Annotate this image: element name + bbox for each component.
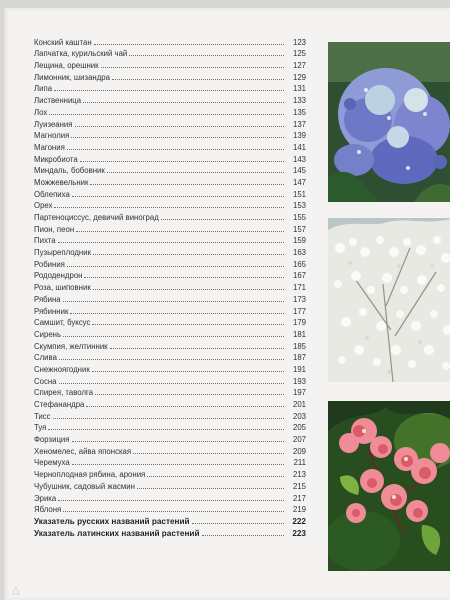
toc-entry (34, 491, 306, 503)
toc-page-number: 213 (292, 470, 306, 480)
toc-entry (34, 58, 306, 70)
toc-page-number: 143 (292, 154, 306, 164)
toc-entry (34, 397, 306, 409)
toc-title: Рябина (34, 294, 61, 304)
toc-title: Рододендрон (34, 271, 83, 281)
dot-leader (101, 67, 284, 68)
white-blossom-photo (328, 218, 450, 382)
toc-entry (34, 199, 306, 211)
toc-entry (34, 421, 306, 433)
toc-title: Стефанандра (34, 400, 85, 409)
toc-page-number: 173 (292, 294, 306, 304)
toc-entry (34, 432, 306, 444)
dot-leader (76, 231, 284, 232)
toc-page-number: 207 (292, 435, 306, 445)
toc-entry (34, 280, 306, 292)
apple-blossom-photo (328, 401, 450, 571)
table-of-contents (34, 35, 306, 538)
toc-title: Черноплодная рябина, арония (34, 470, 146, 480)
toc-title: Снежноягодник (34, 364, 90, 374)
toc-entry (34, 117, 306, 129)
toc-page-number: 139 (292, 131, 306, 141)
toc-page-number: 137 (292, 119, 306, 129)
dot-leader (192, 523, 284, 524)
toc-page-number: 203 (292, 411, 306, 421)
toc-page-number: 215 (292, 481, 306, 491)
toc-page-number: 155 (292, 213, 306, 222)
toc-page-number: 179 (292, 318, 306, 328)
toc-title: Форзиция (34, 435, 70, 445)
toc-title: Роза, шиповник (34, 283, 91, 293)
toc-page-number: 123 (292, 37, 306, 47)
toc-page-number: 131 (292, 84, 306, 94)
toc-title: Пузыреплодник (34, 248, 91, 258)
toc-entry (34, 386, 306, 398)
toc-page-number: 125 (292, 49, 306, 59)
toc-title: Магония (34, 142, 65, 152)
dot-leader (59, 383, 284, 384)
toc-entry (34, 245, 306, 257)
toc-entry (34, 362, 306, 374)
toc-title: Лох (34, 107, 48, 117)
dot-leader (110, 348, 284, 349)
toc-entry (34, 140, 306, 152)
toc-entry (34, 444, 306, 456)
dot-leader (95, 394, 284, 395)
toc-entry (34, 93, 306, 105)
toc-page-number: 217 (292, 493, 306, 503)
dot-leader (137, 488, 284, 489)
dot-leader (59, 359, 284, 360)
dot-leader (161, 219, 284, 220)
dot-leader (63, 336, 284, 337)
toc-title: Лещина, орешник (34, 61, 99, 71)
toc-title: Луизеания (34, 119, 73, 129)
dot-leader (80, 161, 284, 162)
toc-entry (34, 479, 306, 491)
toc-page-number: 147 (292, 177, 306, 187)
toc-page-number: 187 (292, 353, 306, 363)
toc-page-number: 129 (292, 72, 306, 82)
toc-page-number: 145 (292, 166, 306, 176)
toc-page-number: 153 (292, 201, 306, 211)
toc-title: Туя (34, 423, 47, 433)
dot-leader (72, 196, 284, 197)
toc-page-number: 141 (292, 142, 306, 152)
toc-entry (34, 409, 306, 421)
dot-leader (53, 418, 284, 419)
toc-title: Самшит, буксус (34, 318, 91, 328)
toc-title: Хеномелес, айва японская (34, 446, 132, 456)
dot-leader (75, 126, 284, 127)
toc-title: Лимонник, шизандра (34, 72, 110, 82)
toc-entry (34, 47, 306, 59)
dot-leader (63, 301, 284, 302)
toc-entry (34, 257, 306, 269)
toc-title: Сирень (34, 329, 62, 339)
toc-title: Облепиха (34, 189, 70, 199)
toc-entry (34, 467, 306, 479)
toc-page-number: 185 (292, 341, 306, 351)
dot-leader (112, 79, 284, 80)
dot-leader (67, 149, 284, 150)
toc-title: Указатель латинских названий растений (34, 528, 200, 538)
toc-page-number: 223 (292, 528, 306, 538)
toc-title: Лиственница (34, 96, 82, 106)
toc-entry (34, 234, 306, 246)
dot-leader (54, 207, 284, 208)
toc-page-number: 211 (293, 458, 306, 468)
toc-title: Эрика (34, 493, 57, 503)
toc-entry (34, 222, 306, 234)
dot-leader (94, 44, 284, 45)
toc-entry (34, 304, 306, 316)
index-entry (34, 514, 306, 526)
toc-title: Миндаль, бобовник (34, 166, 105, 176)
toc-title: Конский каштан (34, 37, 92, 47)
toc-title: Липа (34, 84, 53, 94)
dot-leader (93, 254, 284, 255)
dot-leader (129, 55, 284, 56)
dot-leader (70, 313, 284, 314)
index-entry (34, 526, 306, 538)
toc-title: Тисс (34, 411, 51, 421)
toc-page-number: 165 (292, 259, 306, 269)
toc-title: Слива (34, 353, 57, 363)
toc-title: Робиния (34, 259, 65, 269)
toc-page-number: 135 (292, 107, 306, 117)
toc-title: Лапчатка, курильский чай (34, 49, 128, 59)
toc-entry (34, 70, 306, 82)
toc-title: Магнолия (34, 131, 70, 141)
toc-entry (34, 351, 306, 363)
dot-leader (202, 535, 285, 536)
toc-page-number: 222 (292, 516, 306, 526)
dot-leader (84, 277, 284, 278)
book-page (4, 8, 450, 600)
toc-page-number: 209 (292, 446, 306, 456)
dot-leader (63, 511, 284, 512)
dot-leader (54, 90, 284, 91)
dot-leader (86, 406, 284, 407)
white-blossom-illustration (328, 218, 450, 382)
dot-leader (58, 242, 284, 243)
dot-leader (147, 476, 284, 477)
apple-blossom-illustration (328, 401, 450, 571)
dot-leader (90, 184, 284, 185)
toc-entry (34, 175, 306, 187)
dot-leader (133, 453, 284, 454)
toc-entry (34, 292, 306, 304)
toc-title: Рябинник (34, 306, 69, 316)
dot-leader (83, 102, 284, 103)
toc-page-number: 151 (292, 189, 306, 199)
page-corner-mark: △ (12, 585, 20, 596)
dot-leader (93, 289, 284, 290)
toc-entry (34, 503, 306, 515)
toc-title: Пион, пеон (34, 224, 75, 234)
hydrangea-photo (328, 42, 450, 202)
toc-page-number: 163 (292, 248, 306, 258)
toc-entry (34, 152, 306, 164)
dot-leader (58, 500, 284, 501)
toc-entry (34, 269, 306, 281)
toc-title: Микробиота (34, 154, 78, 164)
toc-entry (34, 129, 306, 141)
toc-page-number: 181 (292, 329, 306, 339)
dot-leader (72, 441, 285, 442)
toc-title: Сосна (34, 376, 57, 386)
dot-leader (49, 114, 284, 115)
toc-entry (34, 456, 306, 468)
dot-leader (107, 172, 284, 173)
toc-title: Скумпия, желтинник (34, 341, 108, 351)
toc-page-number: 167 (292, 271, 306, 281)
dot-leader (92, 371, 284, 372)
toc-entry (34, 187, 306, 199)
toc-title: Чубушник, садовый жасмин (34, 481, 135, 491)
toc-page-number: 171 (292, 283, 306, 293)
toc-entry (34, 35, 306, 47)
toc-entry (34, 210, 306, 222)
toc-page-number: 219 (292, 505, 306, 515)
toc-entry (34, 316, 306, 328)
toc-page-number: 205 (292, 423, 306, 433)
toc-page-number: 197 (292, 388, 306, 398)
dot-leader (71, 137, 284, 138)
toc-title: Можжевельник (34, 177, 89, 187)
dot-leader (67, 266, 284, 267)
dot-leader (48, 429, 284, 430)
toc-title: Спирея, таволга (34, 388, 94, 398)
toc-entry (34, 327, 306, 339)
toc-title: Партеноциссус, девичий виноград (34, 213, 159, 222)
toc-entry (34, 82, 306, 94)
toc-title: Черемуха (34, 458, 70, 468)
toc-entry (34, 105, 306, 117)
toc-page-number: 159 (292, 236, 306, 246)
toc-entry (34, 164, 306, 176)
toc-title: Указатель русских названий растений (34, 516, 190, 526)
toc-page-number: 157 (292, 224, 306, 234)
toc-page-number: 201 (292, 400, 306, 409)
toc-page-number: 193 (292, 376, 306, 386)
toc-page-number: 177 (292, 306, 306, 316)
dot-leader (72, 464, 284, 465)
dot-leader (92, 324, 284, 325)
toc-entry (34, 374, 306, 386)
toc-page-number: 133 (292, 96, 306, 106)
hydrangea-illustration (328, 42, 450, 202)
toc-entry (34, 339, 306, 351)
toc-title: Пихта (34, 236, 56, 246)
toc-title: Яблоня (34, 505, 62, 515)
toc-title: Орех (34, 201, 53, 211)
toc-page-number: 191 (292, 364, 306, 374)
toc-page-number: 127 (292, 61, 306, 71)
